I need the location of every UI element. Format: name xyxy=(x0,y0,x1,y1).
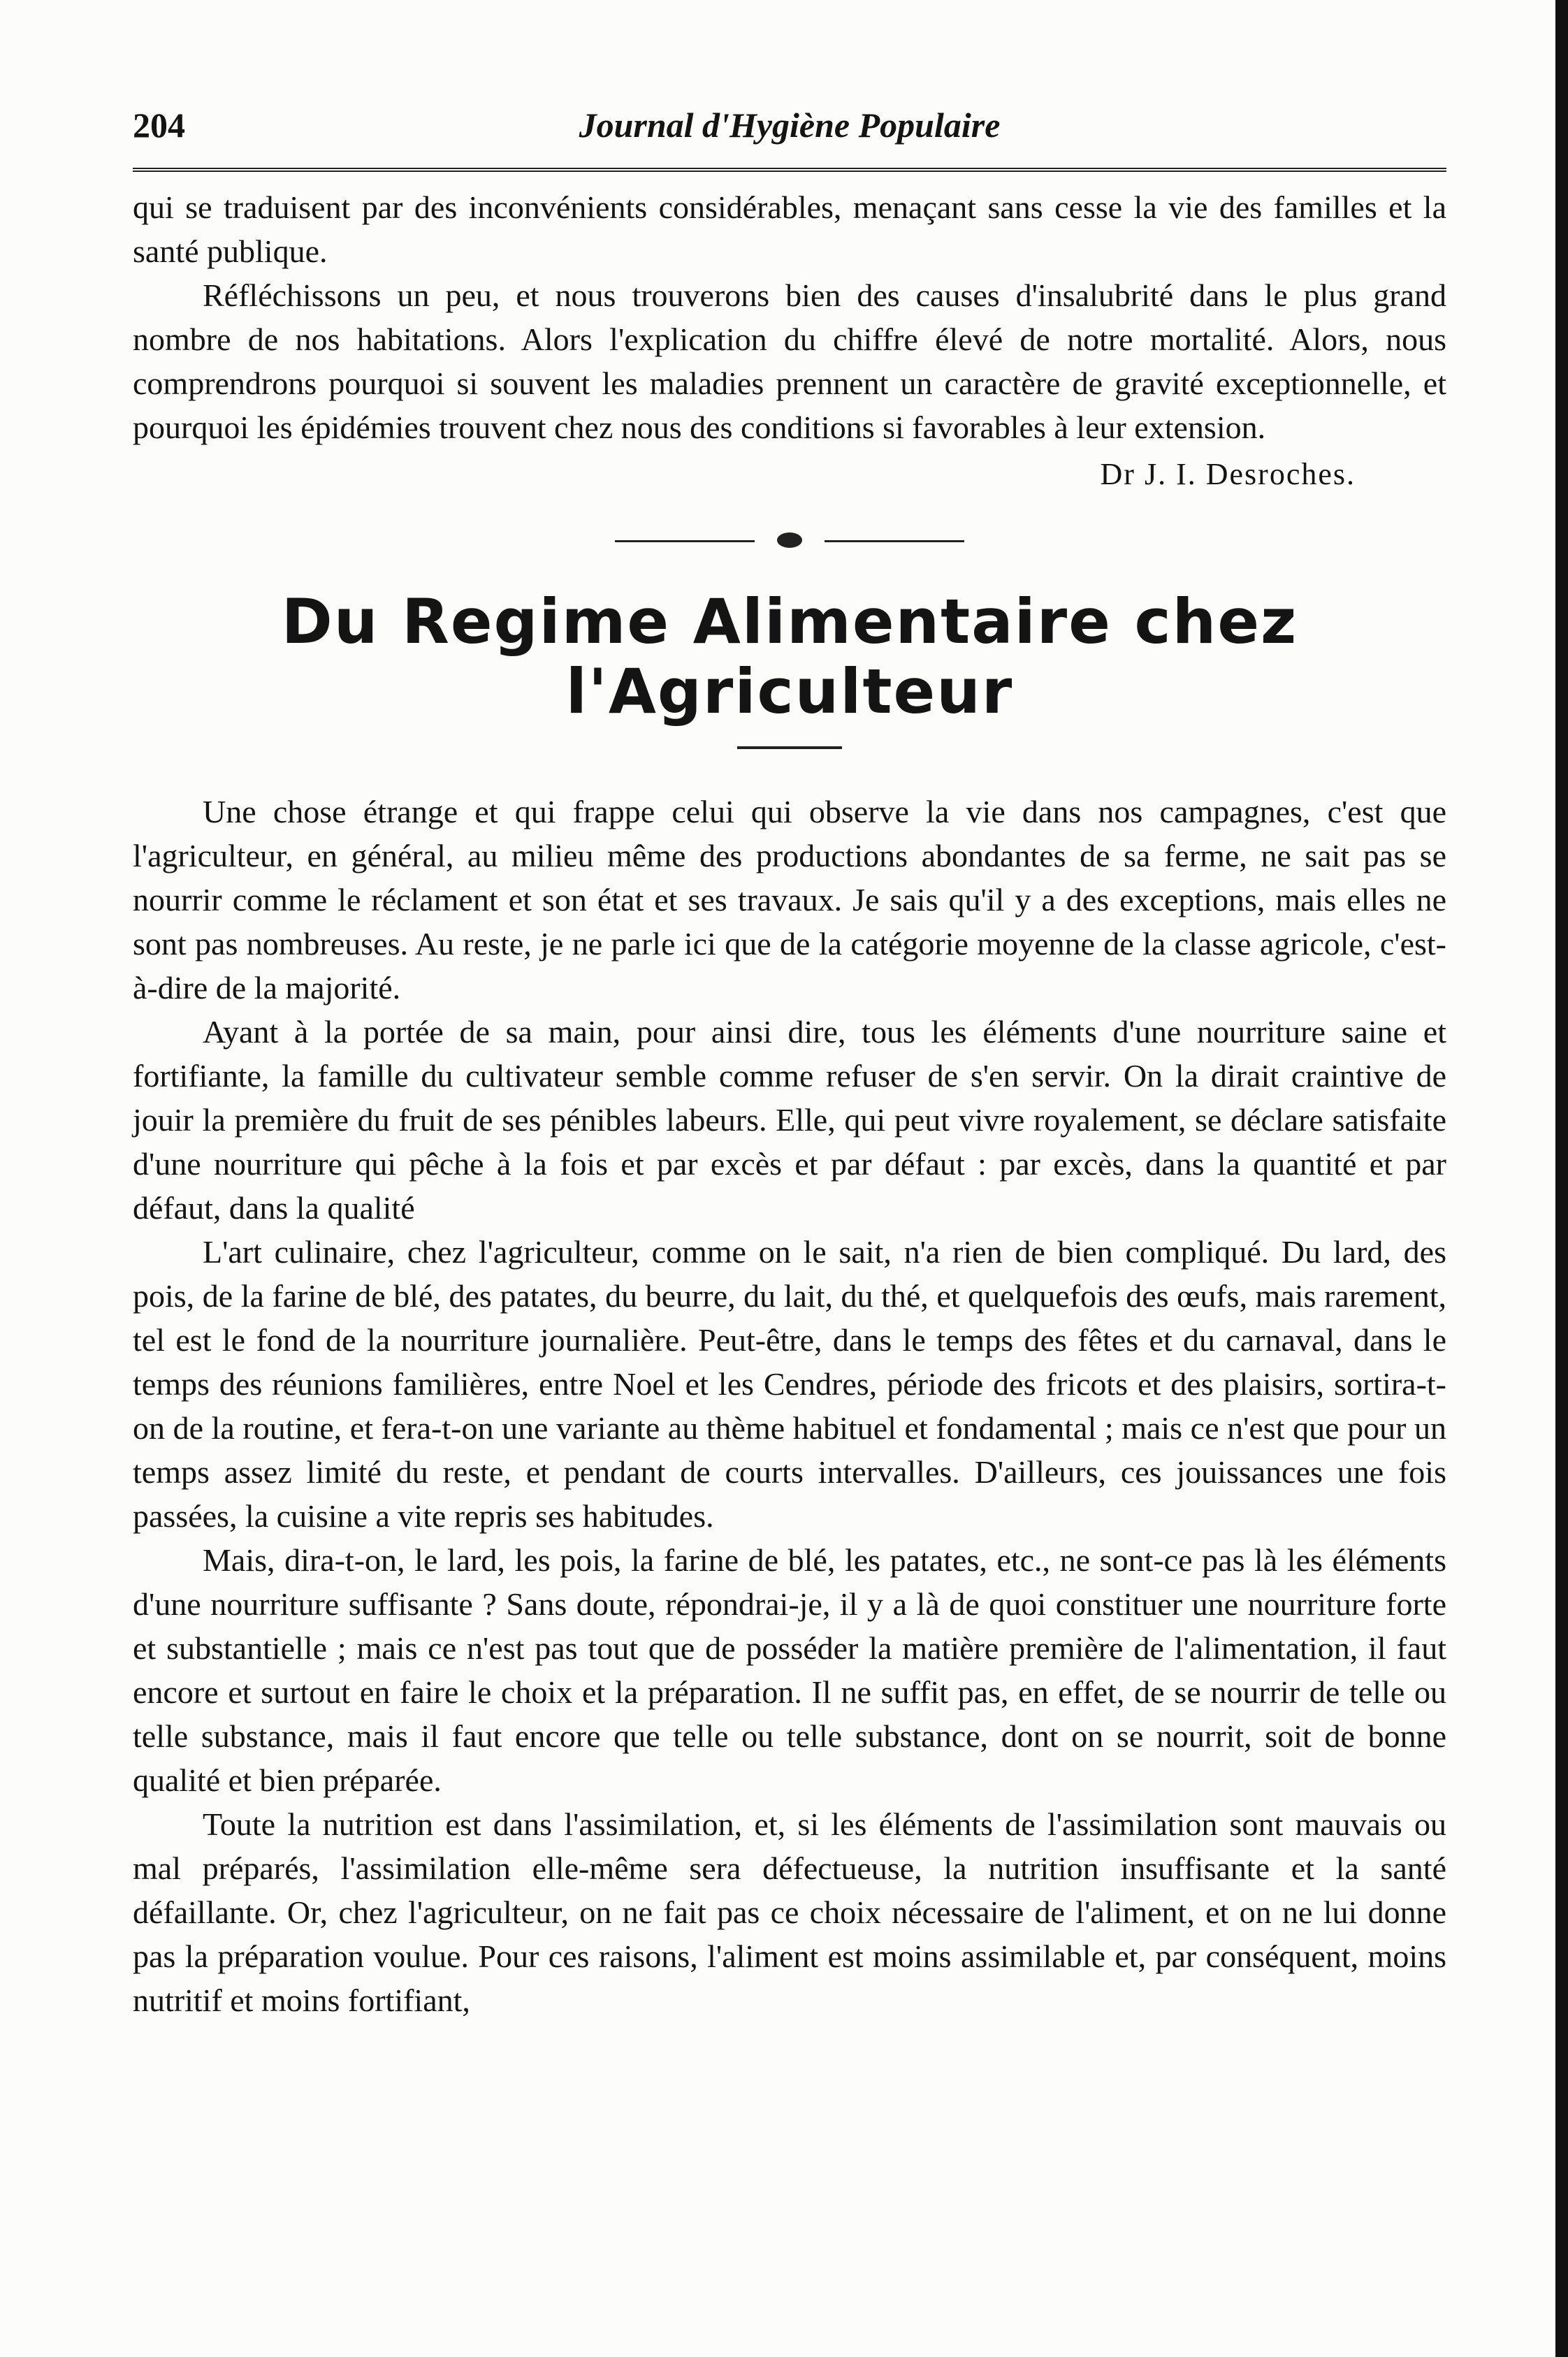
page-number: 204 xyxy=(133,106,185,145)
section-title: Du Regime Alimentaire chez l'Agriculteur xyxy=(281,586,1298,727)
body-paragraph-4: Mais, dira-t-on, le lard, les pois, la farine de blé, les patates, etc., ne sont-ce pas là les éléments d'une nourriture suffisante ? Sans doute, répondrai-je, il y a là de quoi constituer une nourriture forte et substantielle ; mais ce n'est pas tout que de posséder la matière première de l'alimentation, il faut encore et surtout en faire le choix et la préparation. Il ne suffit pas, en effet, de se nourrir de telle ou telle substance, mais il faut encore que telle ou telle substance, dont on se nourrit, soit de bonne qualité et bien préparée. xyxy=(133,1542,1446,1798)
section-divider-ornament xyxy=(615,537,964,545)
body-paragraph-2: Ayant à la portée de sa main, pour ainsi dire, tous les éléments d'une nourriture saine et fortifiante, la famille du cultivateur semble comme refuser de s'en servir. On la dirait craintive de jouir la première du fruit de ses pénibles labeurs. Elle, qui peut vivre royalement, se déclare satisfaite d'une nourriture qui pêche à la fois et par excès et par défaut : par excès, dans la quantité et par défaut, dans la qualité xyxy=(133,1014,1446,1226)
ornament-diamond xyxy=(777,532,802,548)
body-paragraph-5: Toute la nutrition est dans l'assimilation, et, si les éléments de l'assimilation sont mauvais ou mal préparés, l'assimilation elle-même sera défectueuse, la nutrition insuffisante et la santé défaillante. Or, chez l'agriculteur, on ne fait pas ce choix nécessaire de l'aliment, et on ne lui donne pas la préparation voulue. Pour ces raisons, l'aliment est moins assimilable et, par conséquent, moins nutritif et moins fortifiant, xyxy=(133,1806,1446,2018)
running-title: Journal d'Hygiène Populaire xyxy=(579,106,1001,145)
document-page xyxy=(133,105,1446,2022)
intro-paragraph-1: qui se traduisent par des inconvénients considérables, menaçant sans cesse la vie des familles et la santé publique. xyxy=(133,189,1446,269)
body-paragraph-1: Une chose étrange et qui frappe celui qui observe la vie dans nos campagnes, c'est que l'agriculteur, en général, au milieu même des productions abondantes de sa ferme, ne sait pas se nourrir comme le réclament et son état et ses travaux. Je sais qu'il y a des exceptions, mais elles ne sont pas nombreuses. Au reste, je ne parle ici que de la catégorie moyenne de la classe agricole, c'est-à-dire de la majorité. xyxy=(133,794,1446,1006)
title-rule xyxy=(737,746,842,749)
header-rule xyxy=(133,168,1446,174)
body-paragraph-3: L'art culinaire, chez l'agriculteur, comme on le sait, n'a rien de bien compliqué. Du lard, des pois, de la farine de blé, des patates, du beurre, du lait, du thé, et quelquefois des œufs, mais rarement, tel est le fond de la nourriture journalière. Peut-être, dans le temps des fêtes et du carnaval, dans le temps des réunions familières, entre Noel et les Cendres, période des fricots et des plaisirs, sortira-t-on de la routine, et fera-t-on une variante au thème habituel et fondamental ; mais ce n'est que pour un temps assez limité du reste, et pendant de courts intervalles. D'ailleurs, ces jouissances une fois passées, la cuisine a vite repris ses habitudes. xyxy=(133,1234,1446,1534)
ornament-line-right xyxy=(825,540,964,542)
page-header xyxy=(133,105,1446,168)
author-signature: Dr J. I. Desroches. xyxy=(1100,457,1356,491)
ornament-line-left xyxy=(615,540,755,542)
intro-paragraph-2: Réfléchissons un peu, et nous trouverons bien des causes d'insalubrité dans le plus grand nombre de nos habitations. Alors l'explication du chiffre élevé de notre mortalité. Alors, nous comprendrons pourquoi si souvent les maladies prennent un caractère de gravité exceptionnelle, et pourquoi les épidémies trouvent chez nous des conditions si favorables à leur extension. xyxy=(133,277,1446,445)
page-edge-shadow xyxy=(1555,0,1568,2357)
